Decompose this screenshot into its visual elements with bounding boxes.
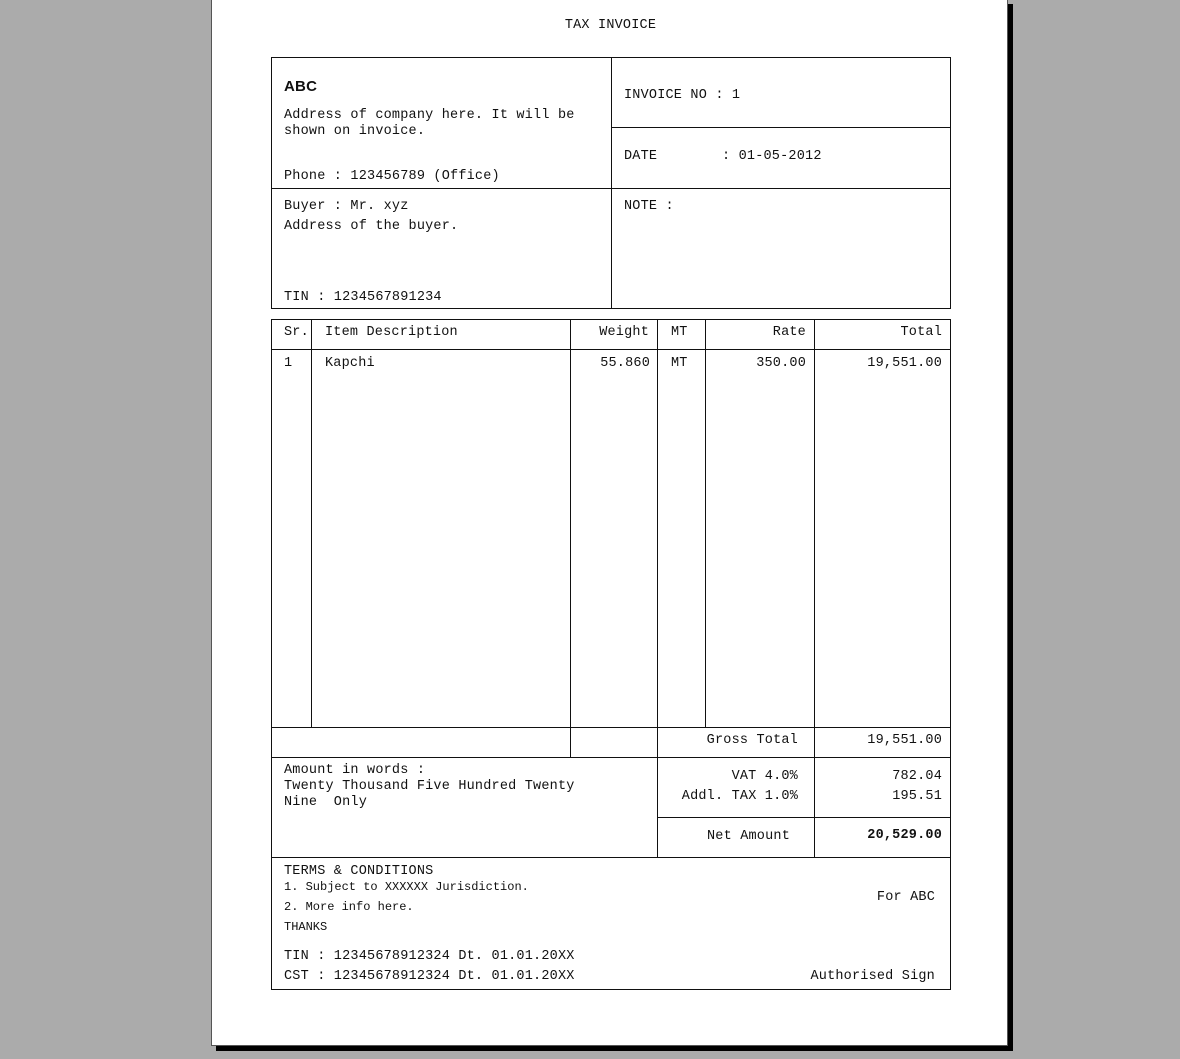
invoice-no-divider (611, 127, 951, 128)
row-sr: 1 (284, 356, 293, 371)
row-unit: MT (671, 356, 688, 371)
vat-label: VAT 4.0% (731, 769, 798, 784)
gross-total-divider (271, 757, 951, 758)
col-divider-sr (311, 319, 312, 727)
terms-item-2: 2. More info here. (284, 900, 414, 914)
header-divider (611, 57, 612, 309)
addl-tax-value: 195.51 (892, 789, 942, 804)
date-value: : 01-05-2012 (722, 149, 822, 164)
terms-thanks: THANKS (284, 920, 328, 934)
gross-total-label: Gross Total (706, 733, 798, 748)
header-description: Item Description (325, 325, 458, 340)
buyer-tin: TIN : 1234567891234 (284, 290, 442, 305)
terms-divider (271, 857, 951, 858)
col-divider-desc (570, 319, 571, 757)
header-total: Total (900, 325, 942, 340)
row-total: 19,551.00 (867, 356, 942, 371)
vat-value: 782.04 (892, 769, 942, 784)
header-sr: Sr. (284, 325, 309, 340)
header-rate: Rate (772, 325, 806, 340)
invoice-number: INVOICE NO : 1 (624, 88, 741, 103)
date-label: DATE (624, 149, 658, 164)
note-label: NOTE : (624, 199, 674, 214)
gross-total-value: 19,551.00 (867, 733, 942, 748)
buyer-address: Address of the buyer. (284, 219, 459, 234)
buyer-section-divider (271, 188, 951, 189)
invoice-page (211, 0, 1008, 1046)
row-description: Kapchi (325, 356, 375, 371)
items-end-divider (271, 727, 951, 728)
net-amount-label: Net Amount (706, 829, 790, 844)
addl-tax-label: Addl. TAX 1.0% (681, 789, 798, 804)
header-weight: Weight (599, 325, 649, 340)
company-tin: TIN : 12345678912324 Dt. 01.01.20XX (284, 949, 575, 964)
row-rate: 350.00 (756, 356, 806, 371)
amount-words-label: Amount in words : (284, 763, 426, 778)
company-address-line1: Address of company here. It will be (284, 108, 575, 123)
amount-words-line1: Twenty Thousand Five Hundred Twenty (284, 779, 575, 794)
terms-item-1: 1. Subject to XXXXXX Jurisdiction. (284, 880, 529, 894)
company-name: ABC (284, 78, 318, 95)
row-weight: 55.860 (600, 356, 650, 371)
company-address-line2: shown on invoice. (284, 124, 426, 139)
col-divider-mt (705, 319, 706, 727)
company-cst: CST : 12345678912324 Dt. 01.01.20XX (284, 969, 575, 984)
authorised-sign-label: Authorised Sign (810, 969, 935, 984)
amount-words-line2: Nine Only (284, 795, 368, 810)
page-title: TAX INVOICE (564, 18, 657, 33)
table-header-divider (271, 349, 951, 350)
for-company-label: For ABC (876, 890, 935, 905)
company-phone: Phone : 123456789 (Office) (284, 169, 500, 184)
tax-divider (657, 817, 951, 818)
header-unit: MT (671, 325, 688, 340)
terms-heading: TERMS & CONDITIONS (284, 864, 434, 879)
buyer-name: Buyer : Mr. xyz (284, 199, 409, 214)
net-amount-value: 20,529.00 (867, 828, 942, 843)
